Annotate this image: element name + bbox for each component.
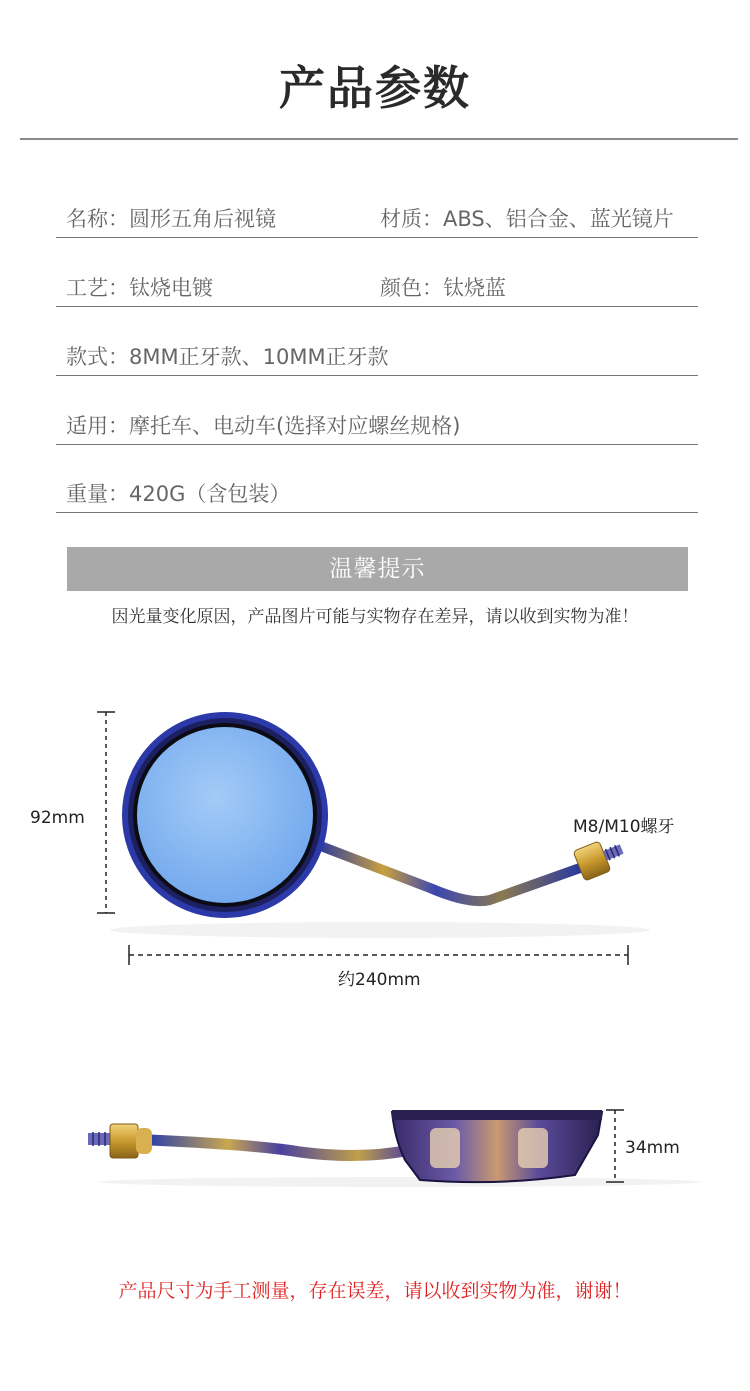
- spec-name: 名称：圆形五角后视镜: [66, 207, 276, 231]
- spec-applicable: 适用：摩托车、电动车(选择对应螺丝规格): [66, 414, 461, 438]
- spec-material: 材质：ABS、铝合金、蓝光镜片: [380, 207, 674, 231]
- width-label: 约240mm: [338, 970, 421, 990]
- spec-row: [56, 336, 698, 376]
- mirror-lens: [137, 727, 313, 903]
- notice-heading: 温馨提示: [67, 547, 688, 591]
- product-illustration: [0, 640, 750, 1260]
- mirror-nut: [573, 834, 628, 881]
- footer-note: 产品尺寸为手工测量，存在误差，请以收到实物为准，谢谢！: [118, 1280, 632, 1302]
- depth-dimension-line: [606, 1110, 624, 1182]
- height-dimension-line: [97, 712, 115, 913]
- spec-weight: 重量：420G（含包装）: [66, 482, 291, 506]
- notice-text: 因光量变化原因，产品图片可能与实物存在差异，请以收到实物为准！: [111, 607, 639, 627]
- height-label: 92mm: [30, 808, 85, 828]
- page-title: 产品参数: [279, 61, 471, 115]
- spec-color: 颜色：钛烧蓝: [380, 276, 506, 300]
- spec-process: 工艺：钛烧电镀: [66, 276, 213, 300]
- spec-row: [56, 198, 698, 238]
- spec-row: [56, 473, 698, 513]
- depth-label: 34mm: [625, 1138, 680, 1158]
- title-divider: [20, 138, 738, 140]
- spec-row: [56, 267, 698, 307]
- spec-row: [56, 405, 698, 445]
- mirror-body-side: [392, 1110, 602, 1182]
- side-nut: [88, 1124, 152, 1158]
- thread-label: M8/M10螺牙: [573, 817, 675, 837]
- width-dimension-line: [129, 945, 628, 965]
- spec-style: 款式：8MM正牙款、10MM正牙款: [66, 345, 389, 369]
